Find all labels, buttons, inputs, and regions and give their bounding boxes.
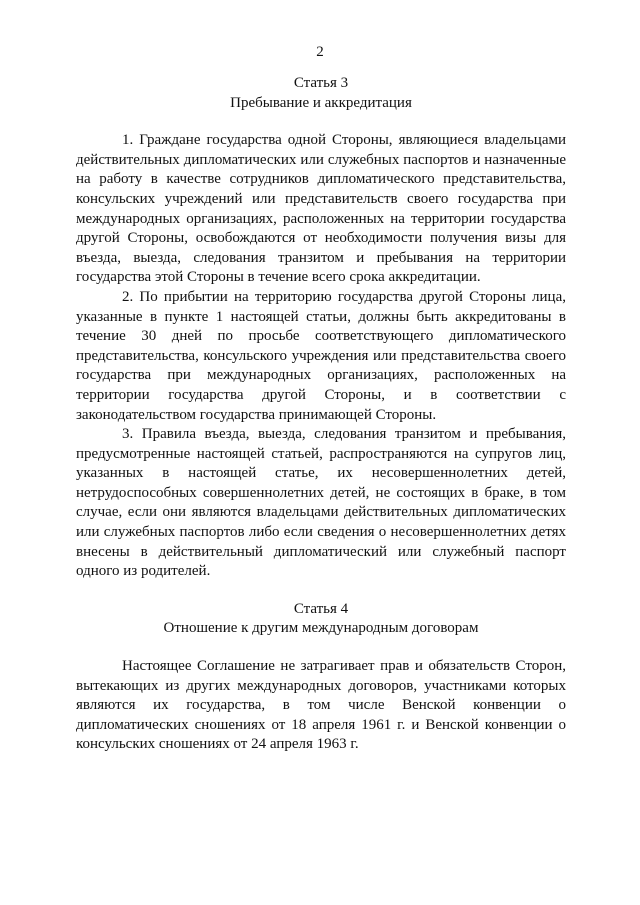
page-number: 2 (316, 44, 324, 60)
article-4-heading (76, 600, 566, 639)
article-3-paragraph-3: 3. Правила въезда, выезда, следования транзитом и пребывания, предусмотренные настоящей статьей, распространяются на супругов лиц, указанных в настоящей статье, их несовершеннолетних детей, нетрудоспособных совершеннолетних детей, не состоящих в браке, в том случае, если они являются владельцами действительных дипломатических или служебных паспортов либо если сведения о несовершеннолетних детях внесены в действительный дипломатический или служебный паспорт одного из родителей. (76, 426, 566, 580)
article-3-number: Статья 3 (293, 75, 349, 91)
article-4-title: Отношение к другим международным договорам (163, 620, 479, 637)
article-3-title: Пребывание и аккредитация (230, 94, 412, 111)
document-body (76, 74, 566, 755)
article-4-number: Статья 4 (293, 600, 349, 617)
article-3-paragraph-1: 1. Граждане государства одной Стороны, являющиеся владельцами действительных дипломатических или служебных паспортов и назначенные на работу в качестве сотрудников дипломатического представительства, консульских учреждений или представительств своего государства при международных организациях, расположенных на территории государства другой Стороны, освобождаются от необходимости получения визы для въезда, выезда, следования транзитом и пребывания на территории государства этой Стороны в течение всего срока аккредитации. (76, 132, 566, 286)
article-3-heading (76, 74, 566, 113)
article-4-paragraph-1: Настоящее Соглашение не затрагивает прав и обязательств Сторон, вытекающих из других международных договоров, участниками которых являются их государства, в том числе Венской конвенции о дипломатических сношениях от 18 апреля 1961 г. и Венской конвенции о консульских сношениях от 24 апреля 1963 г. (76, 658, 566, 753)
article-3-paragraph-2: 2. По прибытии на территорию государства другой Стороны лица, указанные в пункте 1 настоящей статьи, должны быть аккредитованы в течение 30 дней по просьбе соответствующего дипломатического представительства, консульского учреждения или представительства своего государства при международных организациях, расположенных на территории государства другой Стороны, и в соответствии с законодательством государства принимающей Стороны. (76, 288, 566, 423)
